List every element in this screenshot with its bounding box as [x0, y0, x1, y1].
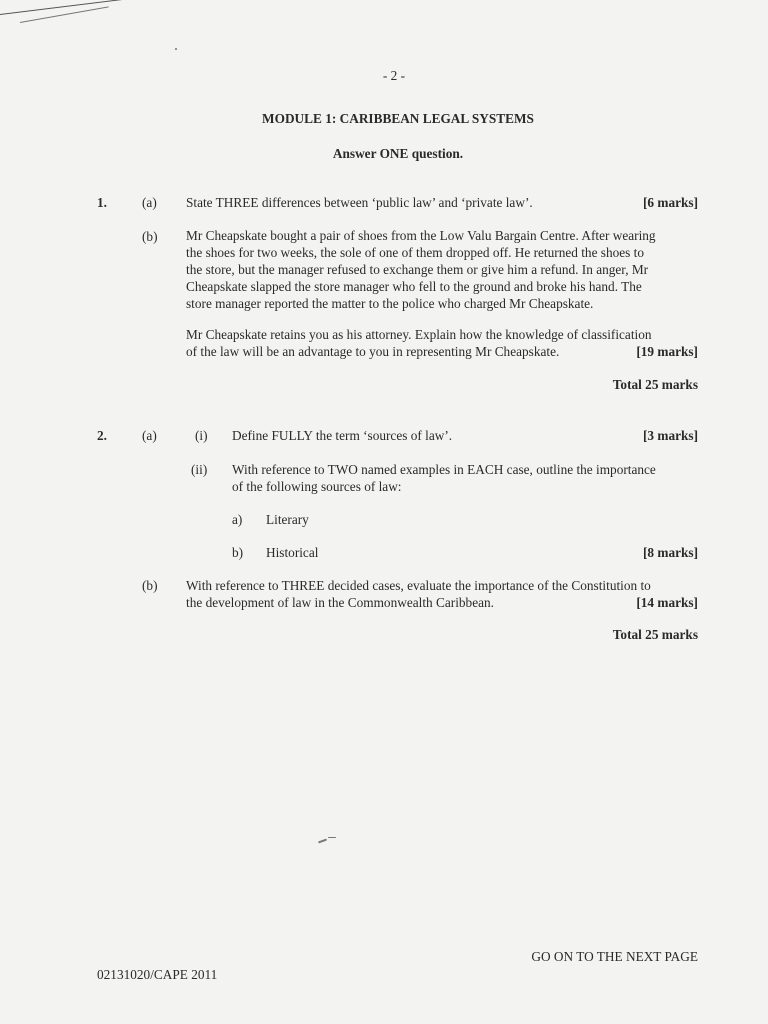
q2ai-text: Define FULLY the term ‘sources of law’. — [232, 428, 453, 443]
scan-speck — [318, 839, 327, 844]
q2aii-item-b-label: b) — [232, 545, 244, 560]
q2b-marks: [14 marks] — [636, 595, 698, 610]
q1a-row — [186, 194, 698, 211]
q1b-label: (b) — [142, 229, 158, 244]
q2aii-item-a-text: Literary — [266, 512, 309, 527]
q2ai-marks: [3 marks] — [642, 428, 698, 443]
q2-number: 2. — [97, 428, 107, 443]
q1b-task-line2: of the law will be an advantage to you in representing Mr Cheapskate. — [186, 344, 560, 359]
q1b-task-line1: Mr Cheapskate retains you as his attorney. Explain how the knowledge of classification — [186, 327, 652, 342]
q2b-label: (b) — [142, 578, 158, 593]
q1b-task-row — [186, 343, 698, 360]
q2b-line2: the development of law in the Commonwealth Caribbean. — [186, 595, 494, 610]
module-title: MODULE 1: CARIBBEAN LEGAL SYSTEMS — [262, 111, 534, 126]
q1a-marks: [6 marks] — [642, 195, 698, 210]
go-on-next-page: GO ON TO THE NEXT PAGE — [531, 949, 698, 964]
q2ai-row — [232, 427, 698, 444]
scan-speck — [175, 48, 177, 50]
q2aii-item-b-row — [266, 544, 698, 561]
q1b-scenario-line: the shoes for two weeks, the sole of one of them dropped off. He returned the shoes to — [186, 245, 645, 260]
instruction: Answer ONE question. — [332, 146, 464, 161]
q2aii-line1: With reference to TWO named examples in EACH case, outline the importance — [232, 462, 656, 477]
q2a-label: (a) — [142, 428, 157, 443]
scan-speck — [328, 837, 336, 838]
q1a-label: (a) — [142, 195, 157, 210]
q1b-scenario-line: the store, but the manager refused to exchange them or give him a refund. In anger, Mr — [186, 262, 649, 277]
q2aii-item-a-label: a) — [232, 512, 243, 527]
paper-code: 02131020/CAPE 2011 — [97, 967, 218, 982]
page-number: - 2 - — [382, 68, 406, 83]
scan-artifact-line — [0, 0, 129, 15]
q2b-line1: With reference to THREE decided cases, evaluate the importance of the Constitution to — [186, 578, 651, 593]
q2ai-label: (i) — [195, 428, 208, 443]
q2aii-item-b-text: Historical — [266, 545, 319, 560]
q2b-row — [186, 594, 698, 611]
q1-total: Total 25 marks — [612, 377, 698, 392]
q2aii-marks: [8 marks] — [642, 545, 698, 560]
q2-total: Total 25 marks — [612, 627, 698, 642]
q1b-scenario-line: store manager reported the matter to the police who charged Mr Cheapskate. — [186, 296, 594, 311]
q1b-scenario-line: Cheapskate slapped the store manager who fell to the ground and broke his hand. The — [186, 279, 642, 294]
q2aii-label: (ii) — [191, 462, 208, 477]
q2aii-line2: of the following sources of law: — [232, 479, 402, 494]
q1b-scenario — [186, 227, 706, 312]
q1a-text: State THREE differences between ‘public law’ and ‘private law’. — [186, 195, 533, 210]
q1-number: 1. — [97, 195, 107, 210]
q1b-scenario-line: Mr Cheapskate bought a pair of shoes from the Low Valu Bargain Centre. After wearing — [186, 228, 656, 243]
q1b-marks: [19 marks] — [636, 344, 698, 359]
